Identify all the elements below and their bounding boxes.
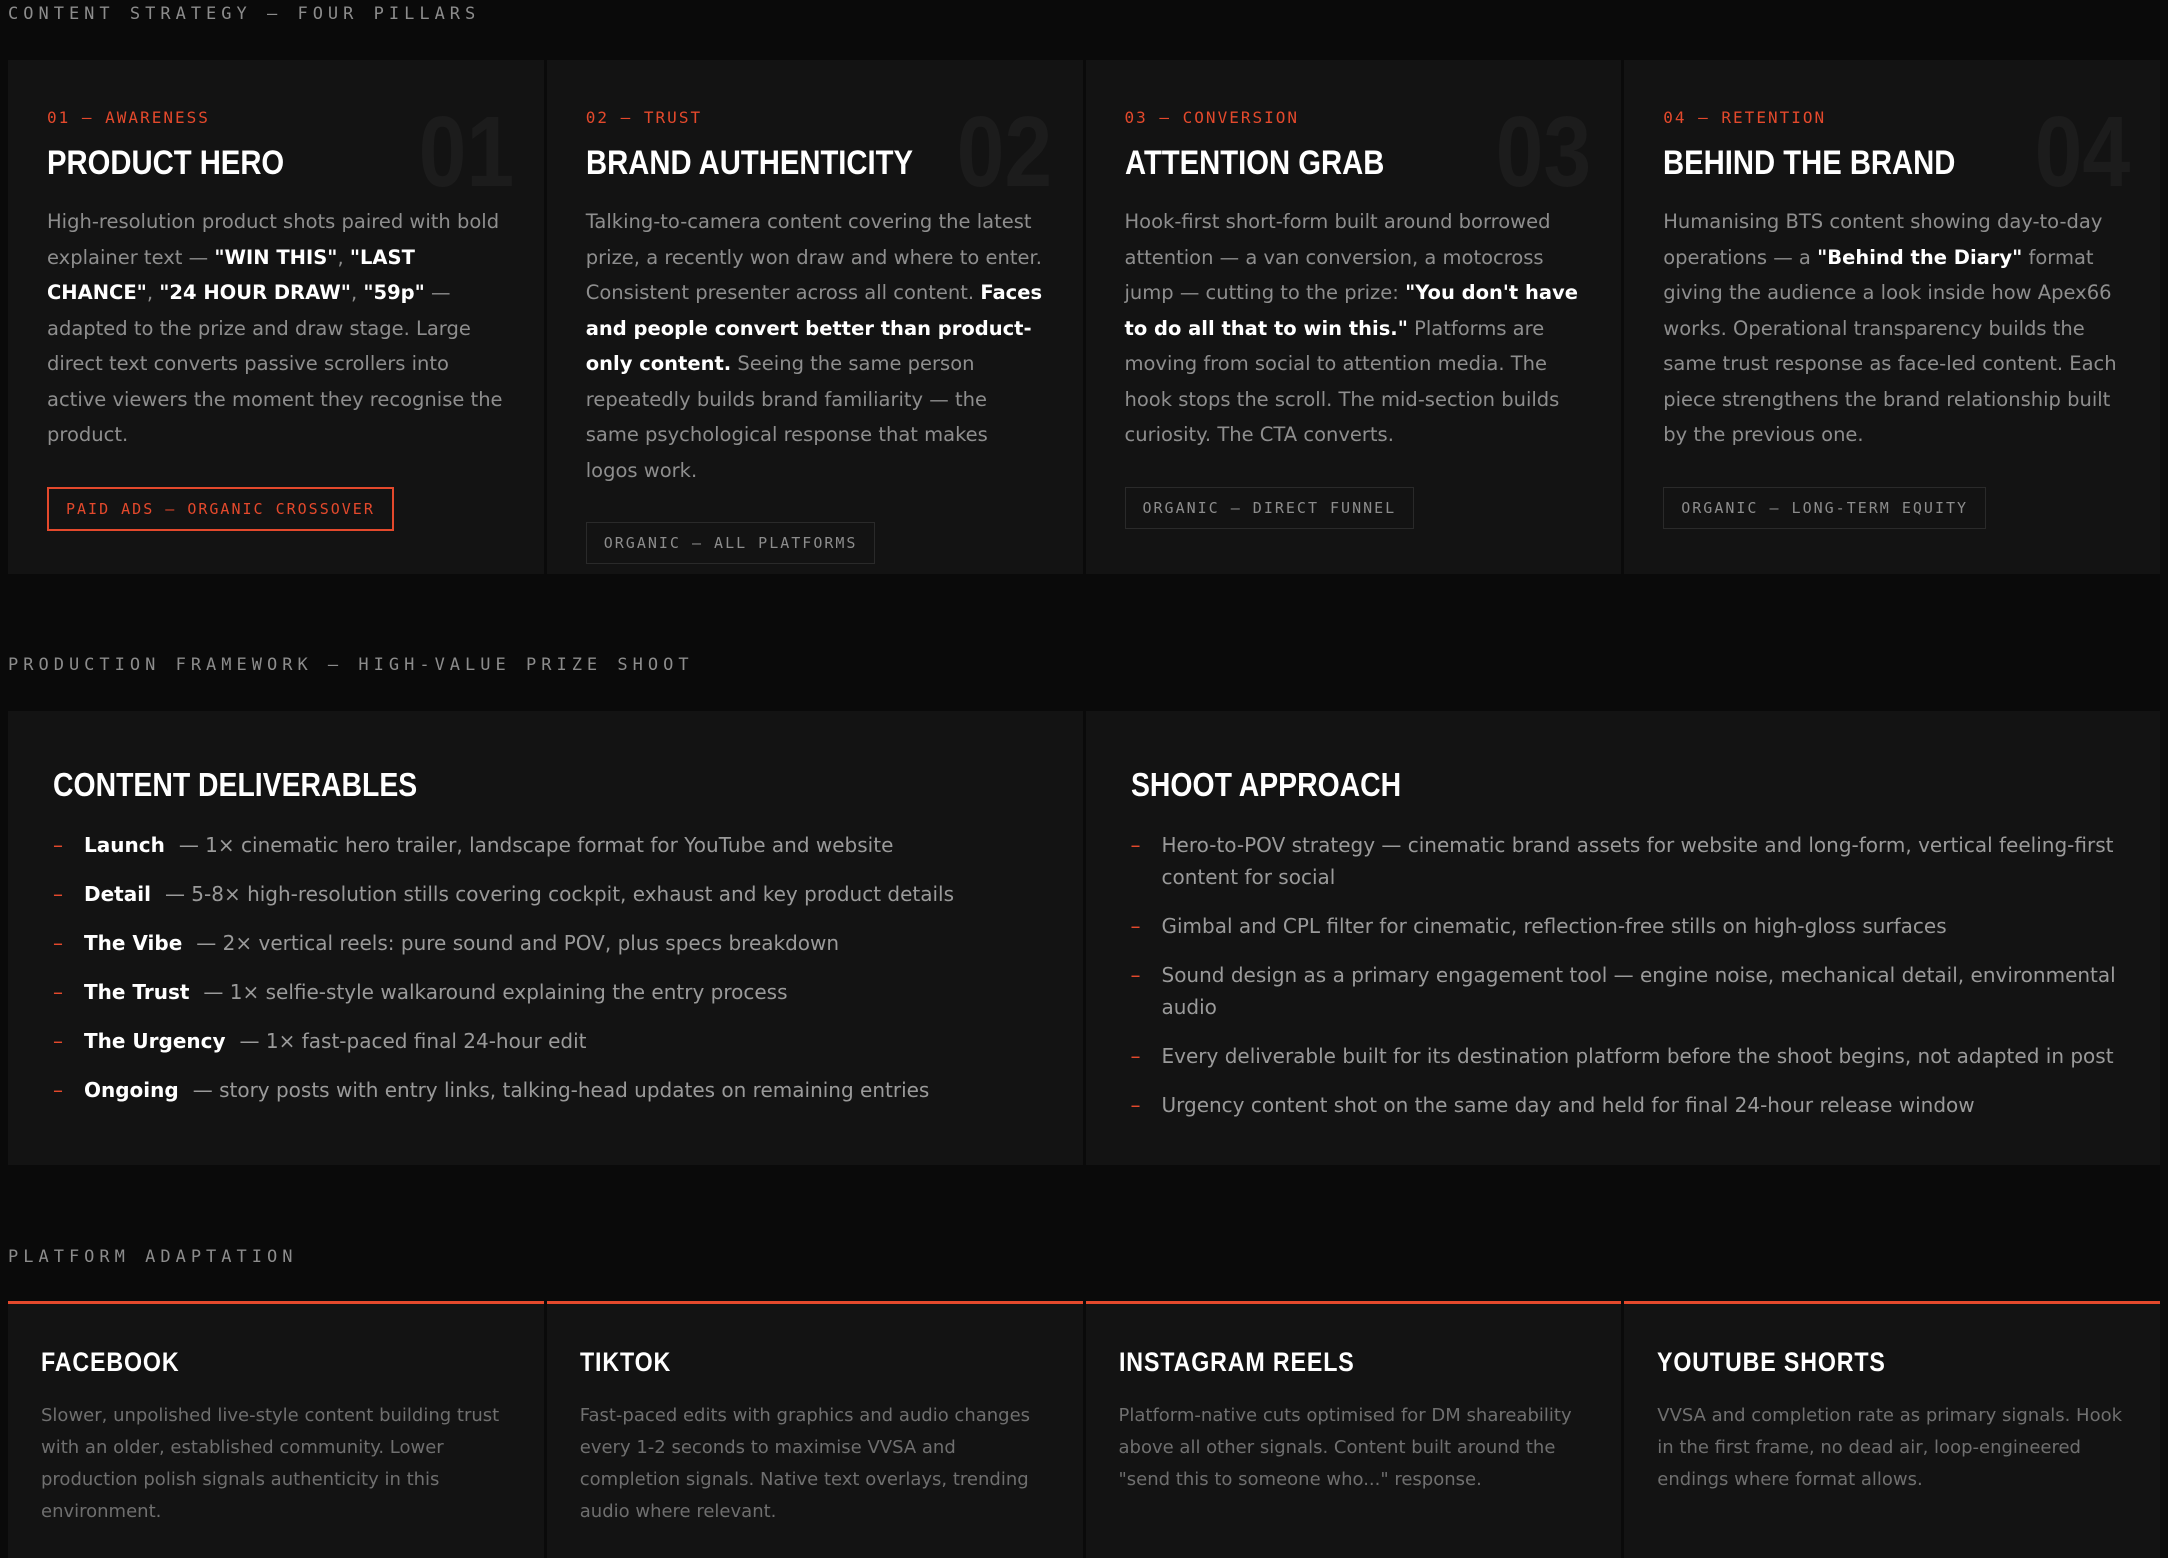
shoot-approach-list [1131, 829, 2117, 1121]
body-text: , [337, 245, 350, 269]
shoot-approach-panel [1086, 711, 2161, 1165]
deliverable-text: — 1× selfie-style walkaround explaining the entry process [203, 980, 788, 1005]
emphasis-text: "You don't have to do all that to win this." [1124, 281, 1578, 340]
pillar-chip: PAID ADS — ORGANIC CROSSOVER [47, 487, 394, 531]
pillar-title: BRAND AUTHENTICITY [585, 144, 913, 182]
platform-body: Fast-paced edits with graphics and audio changes every 1-2 seconds to maximise VVSA and completion signals. Native text overlays, trending audio where relevant. [579, 1404, 1031, 1522]
approach-text: Gimbal and CPL filter for cinematic, reflection-free stills on high-gloss surfaces [1161, 914, 1947, 939]
deliverable-label: Detail [84, 882, 151, 907]
dash-bullet-icon: – [53, 931, 63, 956]
deliverable-label: The Vibe [84, 931, 183, 956]
deliverable-text: — 2× vertical reels: pure sound and POV, plus specs breakdown [196, 931, 840, 956]
pillar-title: PRODUCT HERO [47, 144, 285, 182]
body-text: , [146, 281, 160, 305]
pillars-grid [8, 60, 2160, 574]
platform-card-youtube-shorts [1624, 1301, 2160, 1558]
emphasis-text: "Behind the Diary" [1817, 245, 2023, 269]
pillar-title: BEHIND THE BRAND [1663, 144, 1956, 182]
platforms-section-label: PLATFORM ADAPTATION [8, 1247, 298, 1267]
body-text: Talking-to-camera content covering the latest prize, a recently won draw and where to enter. Consistent presenter across all content. [585, 210, 1042, 305]
body-text: High-resolution product shots paired with bold explainer text — [47, 210, 500, 269]
pillar-card-awareness [8, 60, 544, 574]
pillar-number: 02 [956, 96, 1053, 208]
platform-title: FACEBOOK [41, 1347, 180, 1377]
approach-text: Sound design as a primary engagement tool — engine noise, mechanical detail, environmental audio [1161, 963, 2116, 1020]
platform-card-instagram-reels [1086, 1301, 1622, 1558]
deliverable-text: — story posts with entry links, talking-head updates on remaining entries [192, 1078, 930, 1103]
deliverable-text: — 1× cinematic hero trailer, landscape format for YouTube and website [178, 833, 894, 858]
body-text: — adapted to the prize and draw stage. Large direct text converts passive scrollers into active viewers the moment they recognise the product. [47, 281, 503, 447]
body-text: Platforms are moving from social to attention media. The hook stops the scroll. The mid-section builds curiosity. The CTA converts. [1124, 316, 1560, 447]
deliverables-list [53, 829, 1039, 1106]
dash-bullet-icon: – [1130, 963, 1141, 988]
dash-bullet-icon: – [53, 882, 63, 907]
pillar-chip: ORGANIC — DIRECT FUNNEL [1125, 487, 1415, 529]
emphasis-text: "24 HOUR DRAW" [159, 281, 351, 305]
pillar-tag: 01 — AWARENESS [47, 108, 210, 127]
list-item [1131, 910, 2117, 942]
deliverable-text: — 1× fast-paced final 24-hour edit [239, 1029, 587, 1054]
deliverable-label: Ongoing [84, 1078, 179, 1103]
deliverables-title: CONTENT DELIVERABLES [53, 766, 418, 803]
pillar-number: 04 [2034, 96, 2130, 208]
production-grid [8, 711, 2160, 1165]
dash-bullet-icon: – [53, 833, 63, 858]
platforms-grid [8, 1301, 2160, 1558]
dash-bullet-icon: – [1130, 833, 1141, 858]
platform-body: VVSA and completion rate as primary signals. Hook in the first frame, no dead air, loop-engineered endings where format allows. [1657, 1404, 2123, 1490]
platform-title: TIKTOK [579, 1347, 671, 1377]
pillar-title: ATTENTION GRAB [1124, 144, 1384, 182]
platform-title: YOUTUBE SHORTS [1657, 1347, 1887, 1377]
emphasis-text: "WIN THIS" [214, 245, 338, 269]
dash-bullet-icon: – [53, 1029, 63, 1054]
deliverable-label: The Trust [84, 980, 190, 1005]
dash-bullet-icon: – [1130, 1093, 1141, 1118]
list-item [1131, 1040, 2117, 1072]
approach-text: Urgency content shot on the same day and held for final 24-hour release window [1161, 1093, 1975, 1118]
deliverable-label: Launch [84, 833, 165, 858]
body-text: , [350, 281, 364, 305]
platform-title: INSTAGRAM REELS [1118, 1347, 1355, 1377]
dash-bullet-icon: – [53, 1078, 63, 1103]
pillar-body [1663, 204, 2122, 453]
body-text: Humanising BTS content showing day-to-day operations — a [1663, 210, 2103, 269]
list-item [53, 829, 1039, 861]
deliverable-label: The Urgency [84, 1029, 226, 1054]
pillar-card-conversion [1086, 60, 1622, 574]
pillar-number: 01 [418, 96, 514, 208]
deliverables-panel [8, 711, 1083, 1165]
body-text: Hook-first short-form built around borrowed attention — a van conversion, a motocross jump — cutting to the prize: [1124, 210, 1551, 305]
platform-body: Platform-native cuts optimised for DM shareability above all other signals. Content built around the "send this to someone who..." response. [1118, 1404, 1572, 1490]
list-item [1131, 829, 2117, 893]
pillar-tag: 03 — CONVERSION [1124, 108, 1299, 127]
pillar-number: 03 [1495, 96, 1592, 208]
dash-bullet-icon: – [53, 980, 63, 1005]
list-item [1131, 959, 2117, 1023]
emphasis-text: Faces and people convert better than product-only content. [585, 281, 1043, 376]
pillar-card-trust [547, 60, 1083, 574]
dash-bullet-icon: – [1130, 914, 1141, 939]
list-item [53, 1074, 1039, 1106]
dash-bullet-icon: – [1130, 1044, 1141, 1069]
pillar-body [1125, 204, 1584, 453]
platform-card-facebook [8, 1301, 544, 1558]
pillar-card-retention [1624, 60, 2160, 574]
shoot-approach-title: SHOOT APPROACH [1130, 766, 1401, 803]
deliverable-text: — 5-8× high-resolution stills covering cockpit, exhaust and key product details [164, 882, 955, 907]
list-item [53, 976, 1039, 1008]
pillar-chip: ORGANIC — ALL PLATFORMS [586, 522, 876, 564]
body-text: format giving the audience a look inside how Apex66 works. Operational transparency builds the same trust response as face-led content. Each piece strengthens the brand relationship built by the previous one. [1663, 245, 2117, 447]
body-text: Seeing the same person repeatedly builds brand familiarity — the same psychological response that makes logos work. [585, 352, 988, 482]
pillar-tag: 04 — RETENTION [1663, 108, 1827, 127]
emphasis-text: "59p" [363, 281, 425, 305]
platform-body: Slower, unpolished live-style content building trust with an older, established community. Lower production polish signals authenticity in this environment. [41, 1404, 500, 1522]
list-item [1131, 1089, 2117, 1121]
platform-card-tiktok [547, 1301, 1083, 1558]
emphasis-text: "LAST CHANCE" [47, 245, 415, 305]
pillar-tag: 02 — TRUST [585, 108, 703, 127]
production-section-label: PRODUCTION FRAMEWORK — HIGH-VALUE PRIZE SHOOT [8, 655, 694, 675]
approach-text: Every deliverable built for its destination platform before the shoot begins, not adapted in post [1161, 1044, 2114, 1069]
pillar-chip: ORGANIC — LONG-TERM EQUITY [1663, 487, 1986, 529]
pillar-body [586, 204, 1045, 488]
pillars-section-label: CONTENT STRATEGY — FOUR PILLARS [8, 4, 481, 24]
list-item [53, 1025, 1039, 1057]
list-item [53, 878, 1039, 910]
list-item [53, 927, 1039, 959]
pillar-body [47, 204, 506, 453]
approach-text: Hero-to-POV strategy — cinematic brand assets for website and long-form, vertical feeling-first content for social [1161, 833, 2114, 890]
